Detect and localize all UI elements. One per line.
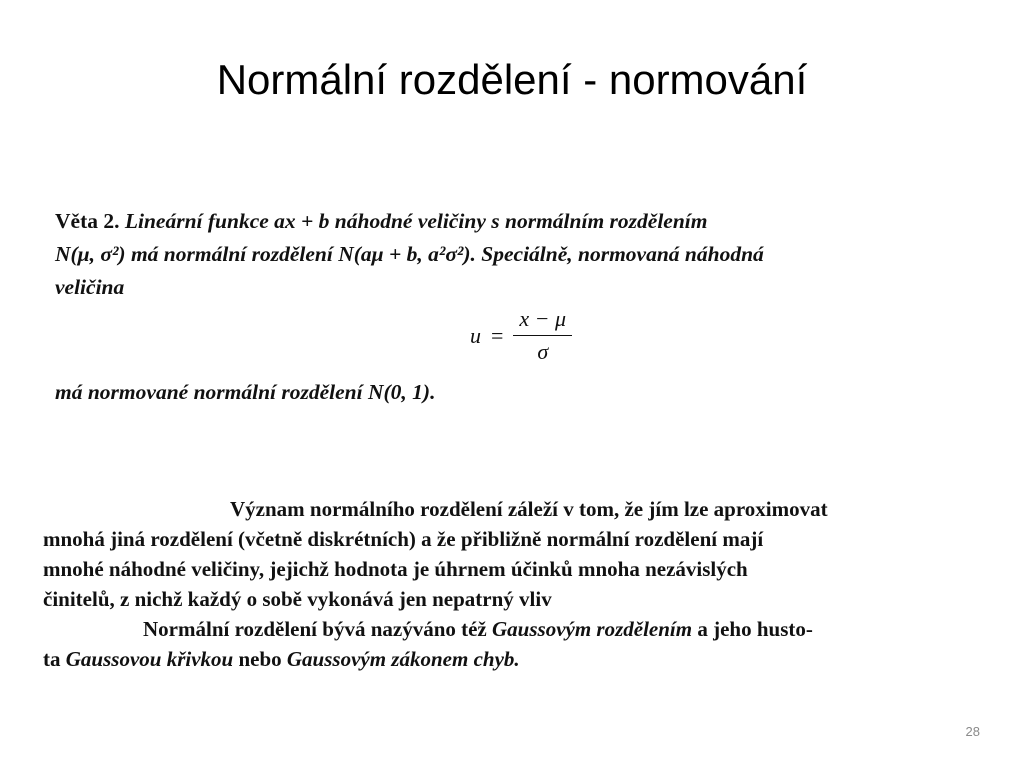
theorem-line-2: N(μ, σ²) má normální rozdělení N(aμ + b, a²σ²). Speciálně, normovaná náhodná xyxy=(55,242,764,266)
page-number: 28 xyxy=(965,724,980,739)
slide-title: Normální rozdělení - normování xyxy=(216,56,808,103)
paragraph-line-3: mnohé náhodné veličiny, jejichž hodnota je úhrnem účinků mnoha nezávislých xyxy=(43,557,748,581)
paragraph-line-4: činitelů, z nichž každý o sobě vykonává jen nepatrný vliv xyxy=(43,587,552,611)
theorem-line-1-text: Lineární funkce ax + b náhodné veličiny s normálním rozdělením xyxy=(124,209,708,233)
theorem-conclusion: má normované normální rozdělení N(0, 1). xyxy=(55,380,436,404)
paragraph-line-6-d: Gaussovým zákonem chyb. xyxy=(286,647,520,671)
significance-paragraph xyxy=(43,494,978,674)
paragraph-line-6-c: nebo xyxy=(233,647,287,671)
theorem-label: Věta 2. xyxy=(55,209,120,233)
theorem-line-1 xyxy=(55,205,1005,238)
theorem-line-3: veličina xyxy=(55,275,125,299)
paragraph-line-5 xyxy=(43,614,978,644)
paragraph-line-6 xyxy=(43,644,978,674)
theorem-block xyxy=(55,205,1005,304)
formula-fraction xyxy=(513,306,572,365)
formula-lhs: u xyxy=(470,322,481,348)
formula-denominator: σ xyxy=(537,339,549,364)
standardization-formula xyxy=(470,306,572,365)
theorem-line-1-content xyxy=(55,205,708,238)
formula-equals: = xyxy=(491,322,504,348)
paragraph-line-5-a: Normální rozdělení bývá nazýváno též xyxy=(143,617,493,641)
paragraph-line-5-b: Gaussovým rozdělením xyxy=(492,617,693,641)
paragraph-line-6-b: Gaussovou křivkou xyxy=(65,647,234,671)
formula-numerator: x − μ xyxy=(519,306,567,331)
paragraph-line-1: Význam normálního rozdělení záleží v tom, že jím lze aproximovat xyxy=(230,497,828,521)
paragraph-line-5-c: a jeho husto- xyxy=(692,617,813,641)
paragraph-line-2: mnohá jiná rozdělení (včetně diskrétních) a že přibližně normální rozdělení mají xyxy=(43,527,764,551)
paragraph-line-6-a: ta xyxy=(43,647,66,671)
